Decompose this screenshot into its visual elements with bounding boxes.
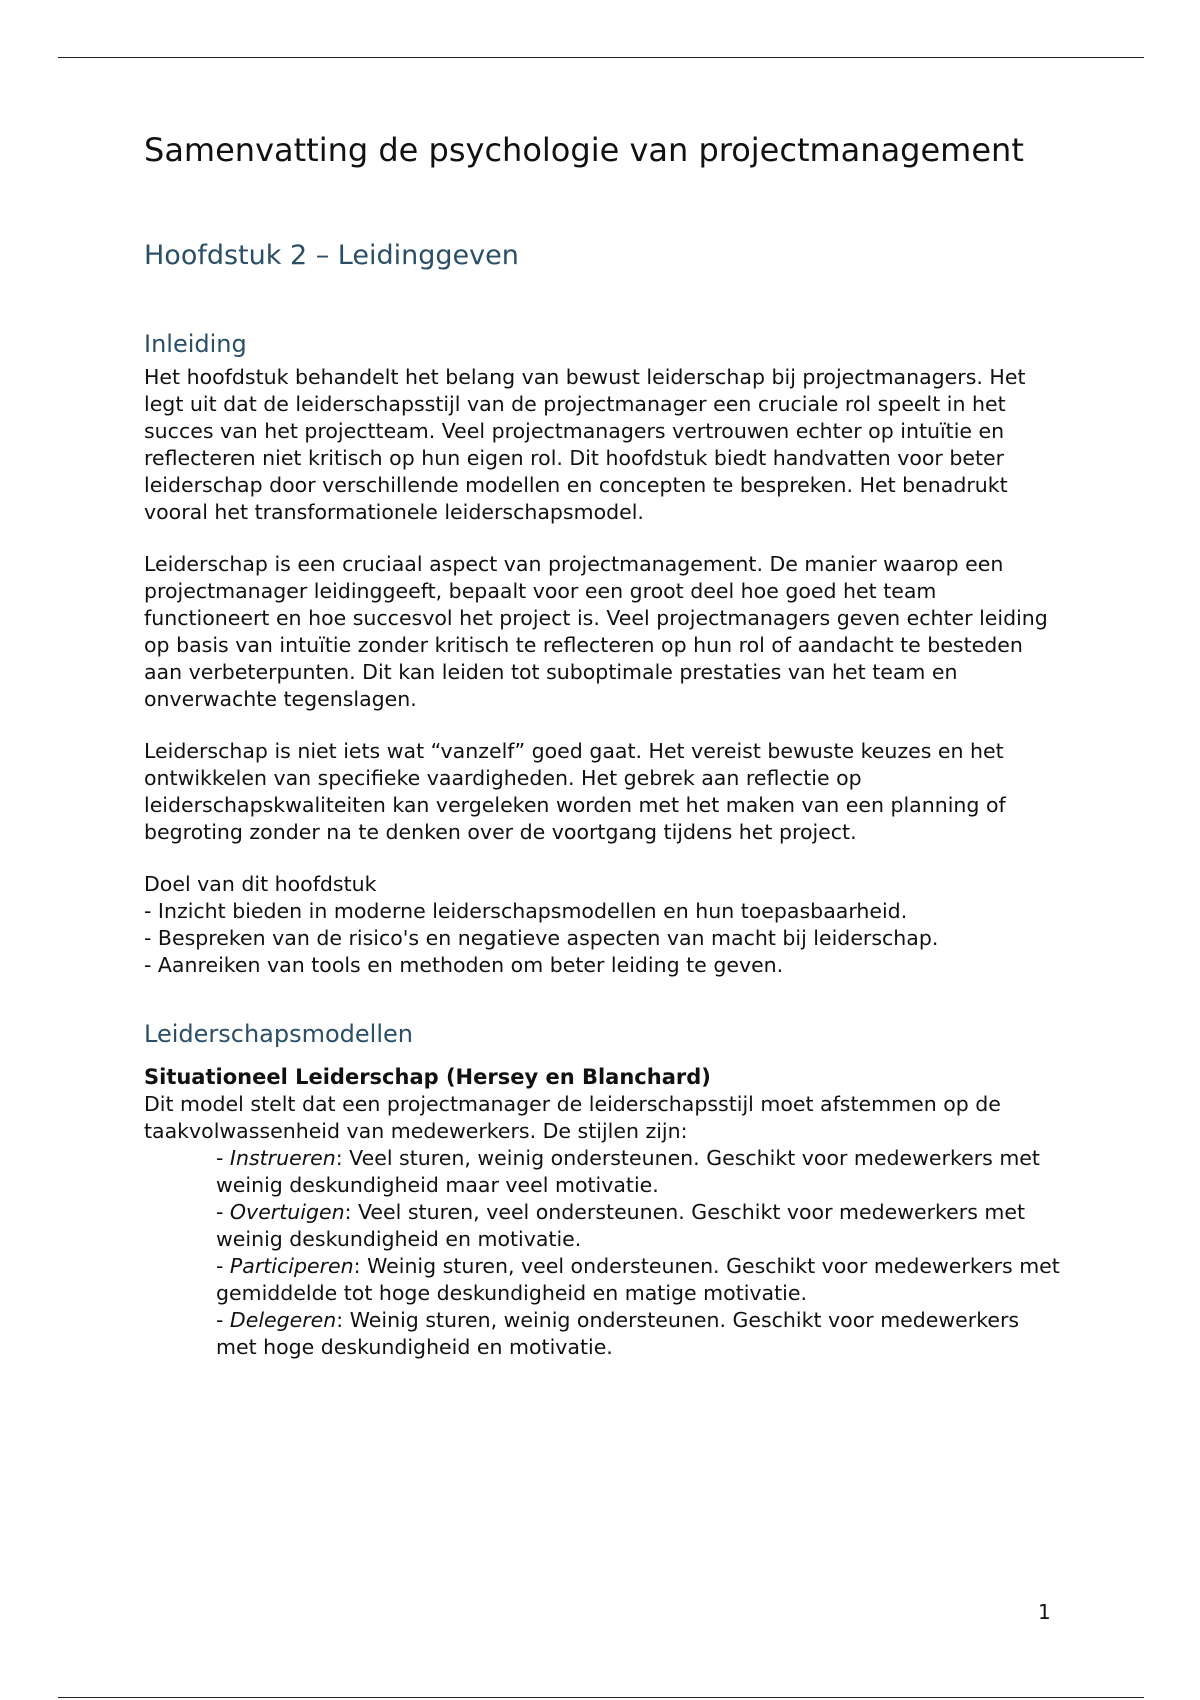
leadership-style-item <box>216 1145 1064 1199</box>
style-term: Participeren <box>229 1254 354 1279</box>
model-subheading: Situationeel Leiderschap (Hersey en Blanchard) <box>144 1065 711 1090</box>
leadership-style-item <box>216 1253 1064 1307</box>
section-heading-intro: Inleiding <box>144 329 247 358</box>
intro-paragraph: Leiderschap is niet iets wat “vanzelf” goed gaat. Het vereist bewuste keuzes en het ontwikkelen van specifieke vaardigheden. Het gebrek aan reflectie op leiderschapskwaliteiten kan vergeleken worden met het maken van een planning of begroting zonder na te denken over de voortgang tijdens het project. <box>144 738 1006 844</box>
section-heading-models: Leiderschapsmodellen <box>144 1019 413 1048</box>
page-content <box>144 130 1064 1361</box>
leadership-style-item <box>216 1307 1064 1361</box>
goal-item: - Bespreken van de risico's en negatieve aspecten van macht bij leiderschap. <box>144 925 939 950</box>
footer-rule <box>58 1697 1144 1698</box>
style-text: : Weinig sturen, weinig ondersteunen. Geschikt voor medewerkers met hoge deskundigheid en motivatie. <box>216 1308 1020 1360</box>
goal-item: - Aanreiken van tools en methoden om beter leiding te geven. <box>144 952 784 977</box>
model-description: Dit model stelt dat een projectmanager de leiderschapsstijl moet afstemmen op de taakvolwassenheid van medewerkers. De stijlen zijn: <box>144 1092 1001 1144</box>
page-number: 1 <box>1038 1600 1051 1624</box>
style-term: Instrueren <box>229 1146 336 1171</box>
goal-item: - Inzicht bieden in moderne leiderschapsmodellen en hun toepasbaarheid. <box>144 898 908 923</box>
leadership-style-list <box>216 1145 1064 1361</box>
style-term: Delegeren <box>229 1308 337 1333</box>
intro-paragraph: Het hoofdstuk behandelt het belang van bewust leiderschap bij projectmanagers. Het legt uit dat de leiderschapsstijl van de projectmanager een cruciale rol speelt in het succes van het projectteam. Veel projectmanagers vertrouwen echter op intuïtie en reflecteren niet kritisch op hun eigen rol. Dit hoofdstuk biedt handvatten voor beter leiderschap door verschillende modellen en concepten te bespreken. Het benadrukt vooral het transformationele leiderschapsmodel. <box>144 364 1026 524</box>
style-term: Overtuigen <box>229 1200 345 1225</box>
intro-paragraph: Leiderschap is een cruciaal aspect van projectmanagement. De manier waarop een projectmanager leidinggeeft, bepaalt voor een groot deel hoe goed het team functioneert en hoe succesvol het project is. Veel projectmanagers geven echter leiding op basis van intuïtie zonder kritisch te reflecteren op hun rol of aandacht te besteden aan verbeterpunten. Dit kan leiden tot suboptimale prestaties van het team en onverwachte tegenslagen. <box>144 551 1048 711</box>
goal-list <box>144 898 1064 979</box>
style-prefix: - <box>216 1254 230 1279</box>
style-prefix: - <box>216 1308 230 1333</box>
document-title: Samenvatting de psychologie van projectmanagement <box>144 131 1024 169</box>
chapter-title: Hoofdstuk 2 – Leidinggeven <box>144 239 519 271</box>
header-rule <box>58 57 1144 58</box>
style-prefix: - <box>216 1200 230 1225</box>
style-text: : Weinig sturen, veel ondersteunen. Geschikt voor medewerkers met gemiddelde tot hoge deskundigheid en matige motivatie. <box>216 1254 1060 1306</box>
goal-heading: Doel van dit hoofdstuk <box>144 871 377 896</box>
style-text: : Veel sturen, weinig ondersteunen. Geschikt voor medewerkers met weinig deskundigheid maar veel motivatie. <box>216 1146 1040 1198</box>
style-prefix: - <box>216 1146 230 1171</box>
style-text: : Veel sturen, veel ondersteunen. Geschikt voor medewerkers met weinig deskundigheid en motivatie. <box>216 1200 1026 1252</box>
leadership-style-item <box>216 1199 1064 1253</box>
